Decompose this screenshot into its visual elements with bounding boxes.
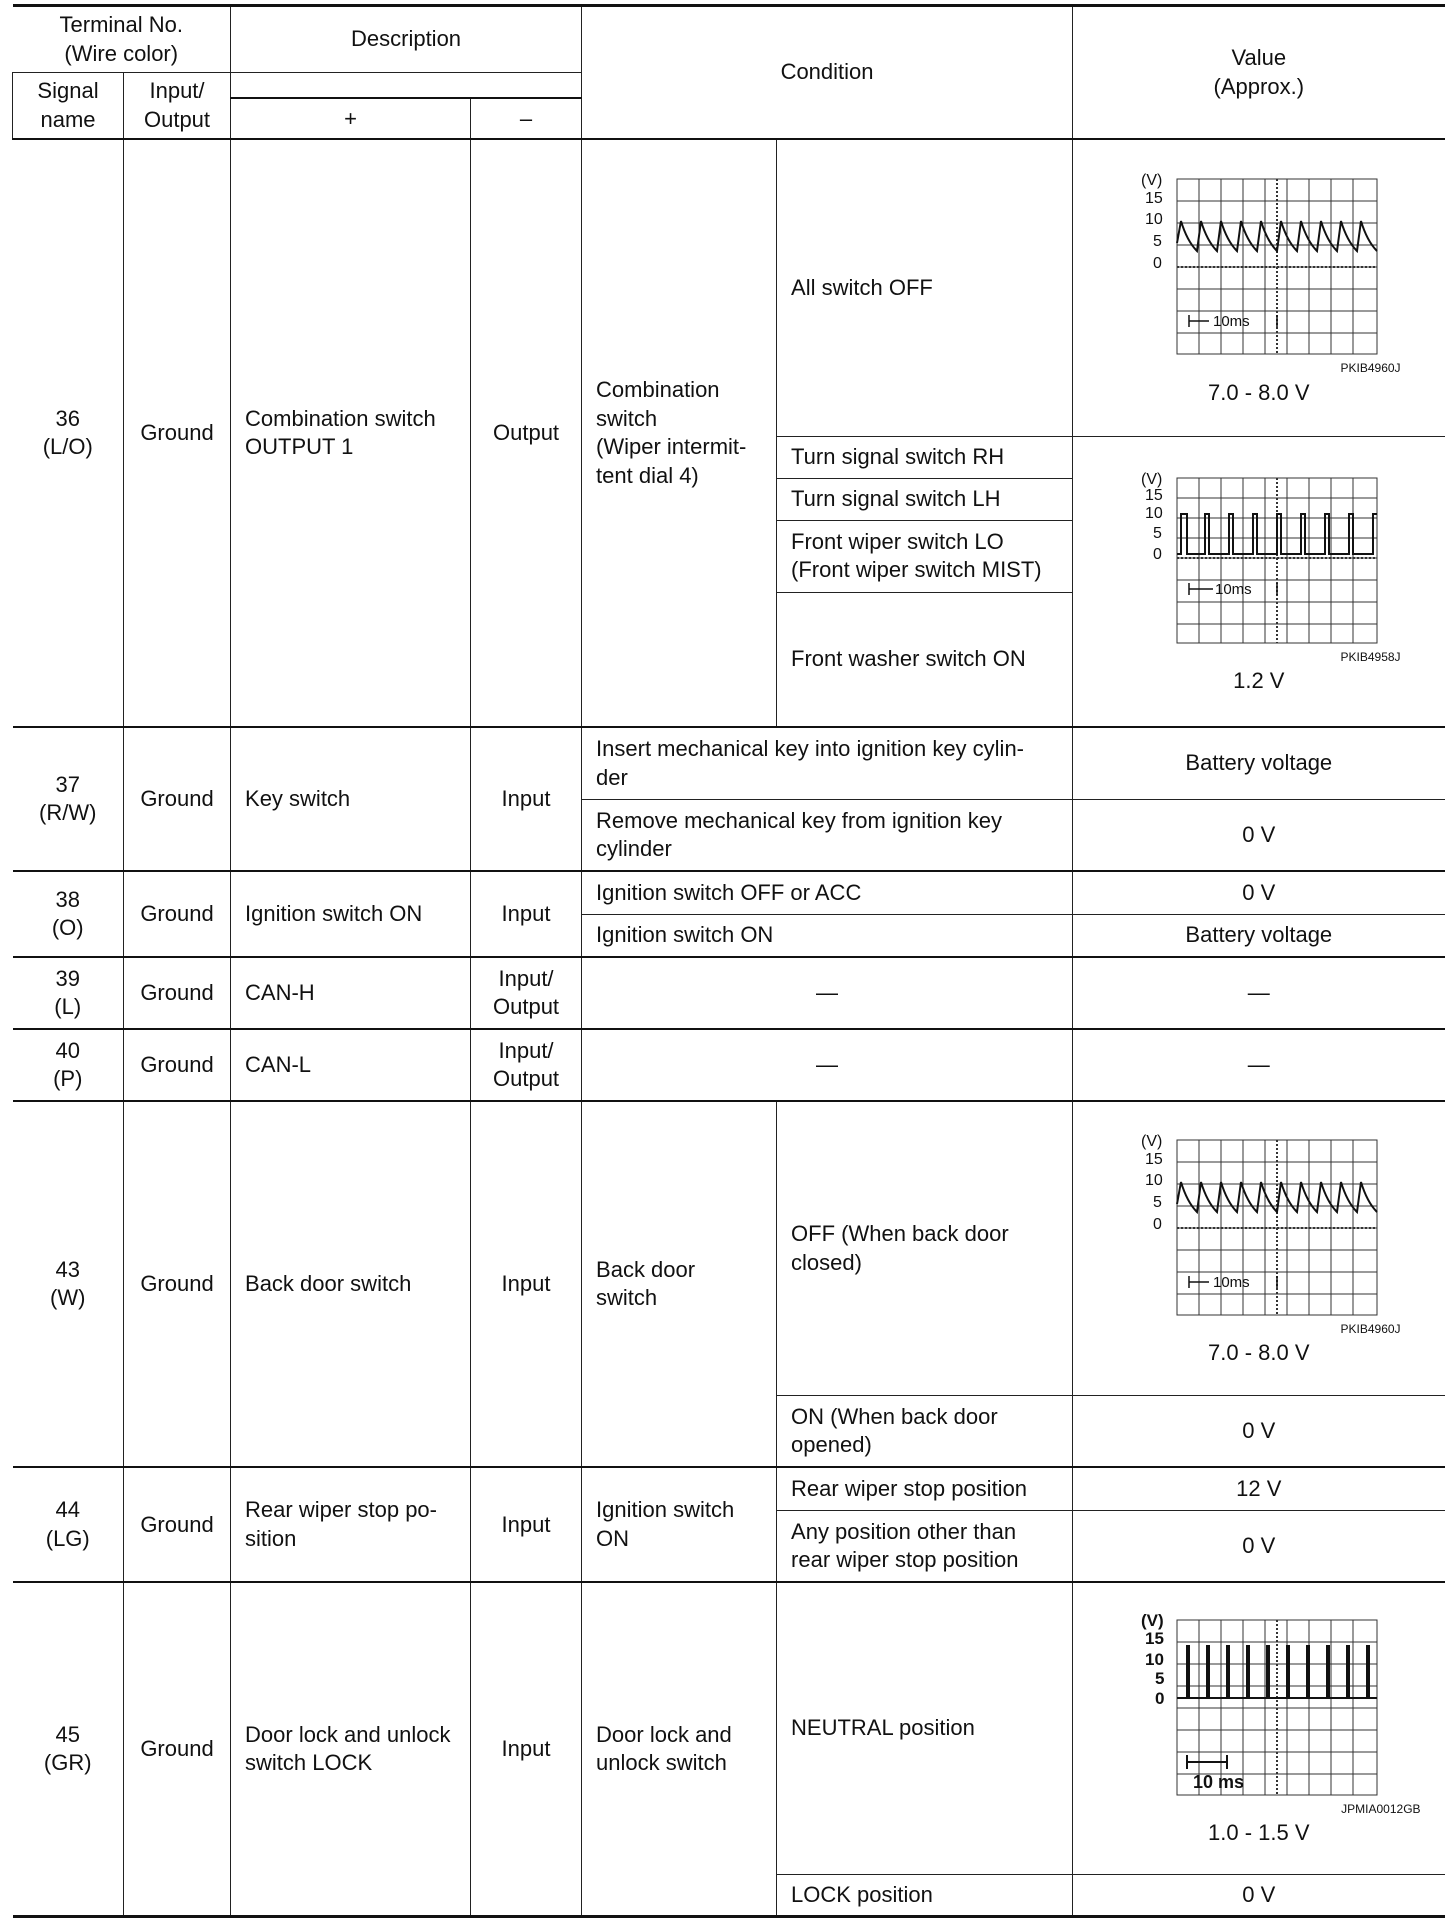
decay-waveform-graph [1129, 1132, 1389, 1322]
condition-37-remove: Remove mechanical key from ignition key cylinder [582, 799, 1073, 871]
value-39: — [1073, 957, 1445, 1029]
ground-44: Ground [124, 1467, 231, 1582]
pulse-waveform-graph [1129, 470, 1389, 650]
svg-text:(V): (V) [1140, 1611, 1164, 1630]
signal-44: Rear wiper stop po- sition [231, 1467, 471, 1582]
svg-text:15: 15 [1144, 190, 1163, 208]
io-38: Input [471, 871, 582, 957]
header-terminal-no: Terminal No. (Wire color) [13, 6, 231, 73]
header-signal-name: Signal name [13, 73, 124, 140]
svg-text:(V): (V) [1140, 172, 1163, 190]
value-cell-36a [1073, 139, 1445, 436]
condition-45: Door lock and unlock switch [582, 1582, 777, 1916]
condition-37-insert: Insert mechanical key into ignition key cylin- der [582, 727, 1073, 799]
svg-text:10: 10 [1144, 211, 1163, 229]
io-43: Input [471, 1101, 582, 1467]
value-38-on: Battery voltage [1073, 914, 1445, 957]
header-input-output: Input/ Output [124, 73, 231, 140]
svg-text:15: 15 [1144, 1150, 1163, 1168]
value-cell-45a [1073, 1582, 1445, 1874]
signal-45: Door lock and unlock switch LOCK [231, 1582, 471, 1916]
svg-text:10: 10 [1144, 1171, 1163, 1189]
signal-36: Combination switch OUTPUT 1 [231, 139, 471, 727]
waveform-grid [1177, 1140, 1377, 1315]
value-36-all-off: 7.0 - 8.0 V [1208, 379, 1310, 405]
waveform-y-labels [1141, 1612, 1164, 1708]
value-43-off: 7.0 - 8.0 V [1208, 1340, 1310, 1366]
condition-40: — [582, 1029, 1073, 1101]
condition-39: — [582, 957, 1073, 1029]
value-cell-43a [1073, 1101, 1445, 1395]
svg-text:5: 5 [1154, 1668, 1165, 1688]
terminal-spec-table [12, 4, 1445, 1918]
figure-code: PKIB4960J [1340, 361, 1401, 376]
svg-text:5: 5 [1152, 233, 1162, 251]
svg-text:15: 15 [1144, 486, 1163, 504]
time-scale-label: 10 ms [1192, 1771, 1244, 1792]
waveform-y-labels [1141, 172, 1163, 272]
subcondition-turn-lh: Turn signal switch LH [777, 478, 1073, 520]
terminal-37: 37 (R/W) [13, 727, 124, 871]
value-44-other: 0 V [1073, 1510, 1445, 1582]
condition-43: Back door switch [582, 1101, 777, 1467]
header-condition: Condition [582, 6, 1073, 140]
io-37: Input [471, 727, 582, 871]
svg-text:0: 0 [1152, 545, 1162, 563]
value-38-off: 0 V [1073, 871, 1445, 914]
svg-text:0: 0 [1154, 1688, 1165, 1708]
header-plus: + [231, 98, 471, 139]
terminal-44: 44 (LG) [13, 1467, 124, 1582]
terminal-36: 36 (L/O) [13, 139, 124, 727]
time-scale-label: 10ms [1212, 1273, 1250, 1291]
decay-waveform-graph [1129, 171, 1389, 361]
terminal-38: 38 (O) [13, 871, 124, 957]
terminal-45: 45 (GR) [13, 1582, 124, 1916]
svg-text:10: 10 [1144, 1649, 1164, 1669]
io-40: Input/ Output [471, 1029, 582, 1101]
io-39: Input/ Output [471, 957, 582, 1029]
value-45-lock: 0 V [1073, 1874, 1445, 1916]
svg-text:10: 10 [1144, 504, 1163, 522]
signal-39: CAN-H [231, 957, 471, 1029]
condition-36: Combination switch (Wiper intermit- tent dial 4) [582, 139, 777, 727]
value-37-insert: Battery voltage [1073, 727, 1445, 799]
value-cell-36b [1073, 436, 1445, 727]
subcondition-rear-wiper-stop: Rear wiper stop position [777, 1467, 1073, 1510]
figure-code: PKIB4958J [1340, 649, 1401, 664]
condition-38-on: Ignition switch ON [582, 914, 1073, 957]
io-44: Input [471, 1467, 582, 1582]
svg-text:5: 5 [1152, 1193, 1162, 1211]
value-37-remove: 0 V [1073, 799, 1445, 871]
subcondition-lock: LOCK position [777, 1874, 1073, 1916]
time-scale-label: 10ms [1212, 313, 1250, 331]
subcondition-front-wiper-lo: Front wiper switch LO (Front wiper switch MIST) [777, 520, 1073, 592]
condition-38-off: Ignition switch OFF or ACC [582, 871, 1073, 914]
svg-text:(V): (V) [1140, 1132, 1163, 1150]
svg-text:(V): (V) [1140, 470, 1163, 488]
ground-37: Ground [124, 727, 231, 871]
svg-text:15: 15 [1144, 1628, 1164, 1648]
header-description: Description [231, 6, 582, 73]
ground-36: Ground [124, 139, 231, 727]
spike-waveform-graph [1129, 1612, 1389, 1802]
signal-38: Ignition switch ON [231, 871, 471, 957]
subcondition-neutral: NEUTRAL position [777, 1582, 1073, 1874]
subcondition-all-switch-off: All switch OFF [777, 139, 1073, 436]
ground-38: Ground [124, 871, 231, 957]
pulse-waveform-trace [1177, 514, 1377, 554]
subcondition-front-washer: Front washer switch ON [777, 592, 1073, 727]
value-44-stop: 12 V [1073, 1467, 1445, 1510]
svg-text:0: 0 [1152, 255, 1162, 273]
terminal-40: 40 (P) [13, 1029, 124, 1101]
figure-code: PKIB4960J [1340, 1321, 1401, 1336]
value-43-on: 0 V [1073, 1395, 1445, 1467]
ground-43: Ground [124, 1101, 231, 1467]
svg-text:0: 0 [1152, 1215, 1162, 1233]
ground-40: Ground [124, 1029, 231, 1101]
waveform-grid [1177, 179, 1377, 354]
ground-39: Ground [124, 957, 231, 1029]
svg-text:5: 5 [1152, 524, 1162, 542]
figure-code: JPMIA0012GB [1341, 1801, 1421, 1816]
value-45-neutral: 1.0 - 1.5 V [1208, 1820, 1310, 1846]
waveform-y-labels [1141, 1133, 1163, 1233]
signal-40: CAN-L [231, 1029, 471, 1101]
header-minus: – [471, 98, 582, 139]
value-40: — [1073, 1029, 1445, 1101]
header-value: Value (Approx.) [1073, 6, 1445, 140]
subcondition-back-door-on: ON (When back door opened) [777, 1395, 1073, 1467]
subcondition-turn-rh: Turn signal switch RH [777, 436, 1073, 478]
subcondition-rear-wiper-other: Any position other than rear wiper stop position [777, 1510, 1073, 1582]
signal-43: Back door switch [231, 1101, 471, 1467]
value-36-switch-on: 1.2 V [1233, 668, 1285, 694]
waveform-y-labels [1141, 471, 1163, 563]
waveform-grid [1177, 478, 1377, 643]
io-45: Input [471, 1582, 582, 1916]
subcondition-back-door-off: OFF (When back door closed) [777, 1101, 1073, 1395]
signal-37: Key switch [231, 727, 471, 871]
ground-45: Ground [124, 1582, 231, 1916]
terminal-39: 39 (L) [13, 957, 124, 1029]
io-36: Output [471, 139, 582, 727]
time-scale-label: 10ms [1214, 580, 1252, 598]
terminal-43: 43 (W) [13, 1101, 124, 1467]
condition-44: Ignition switch ON [582, 1467, 777, 1582]
